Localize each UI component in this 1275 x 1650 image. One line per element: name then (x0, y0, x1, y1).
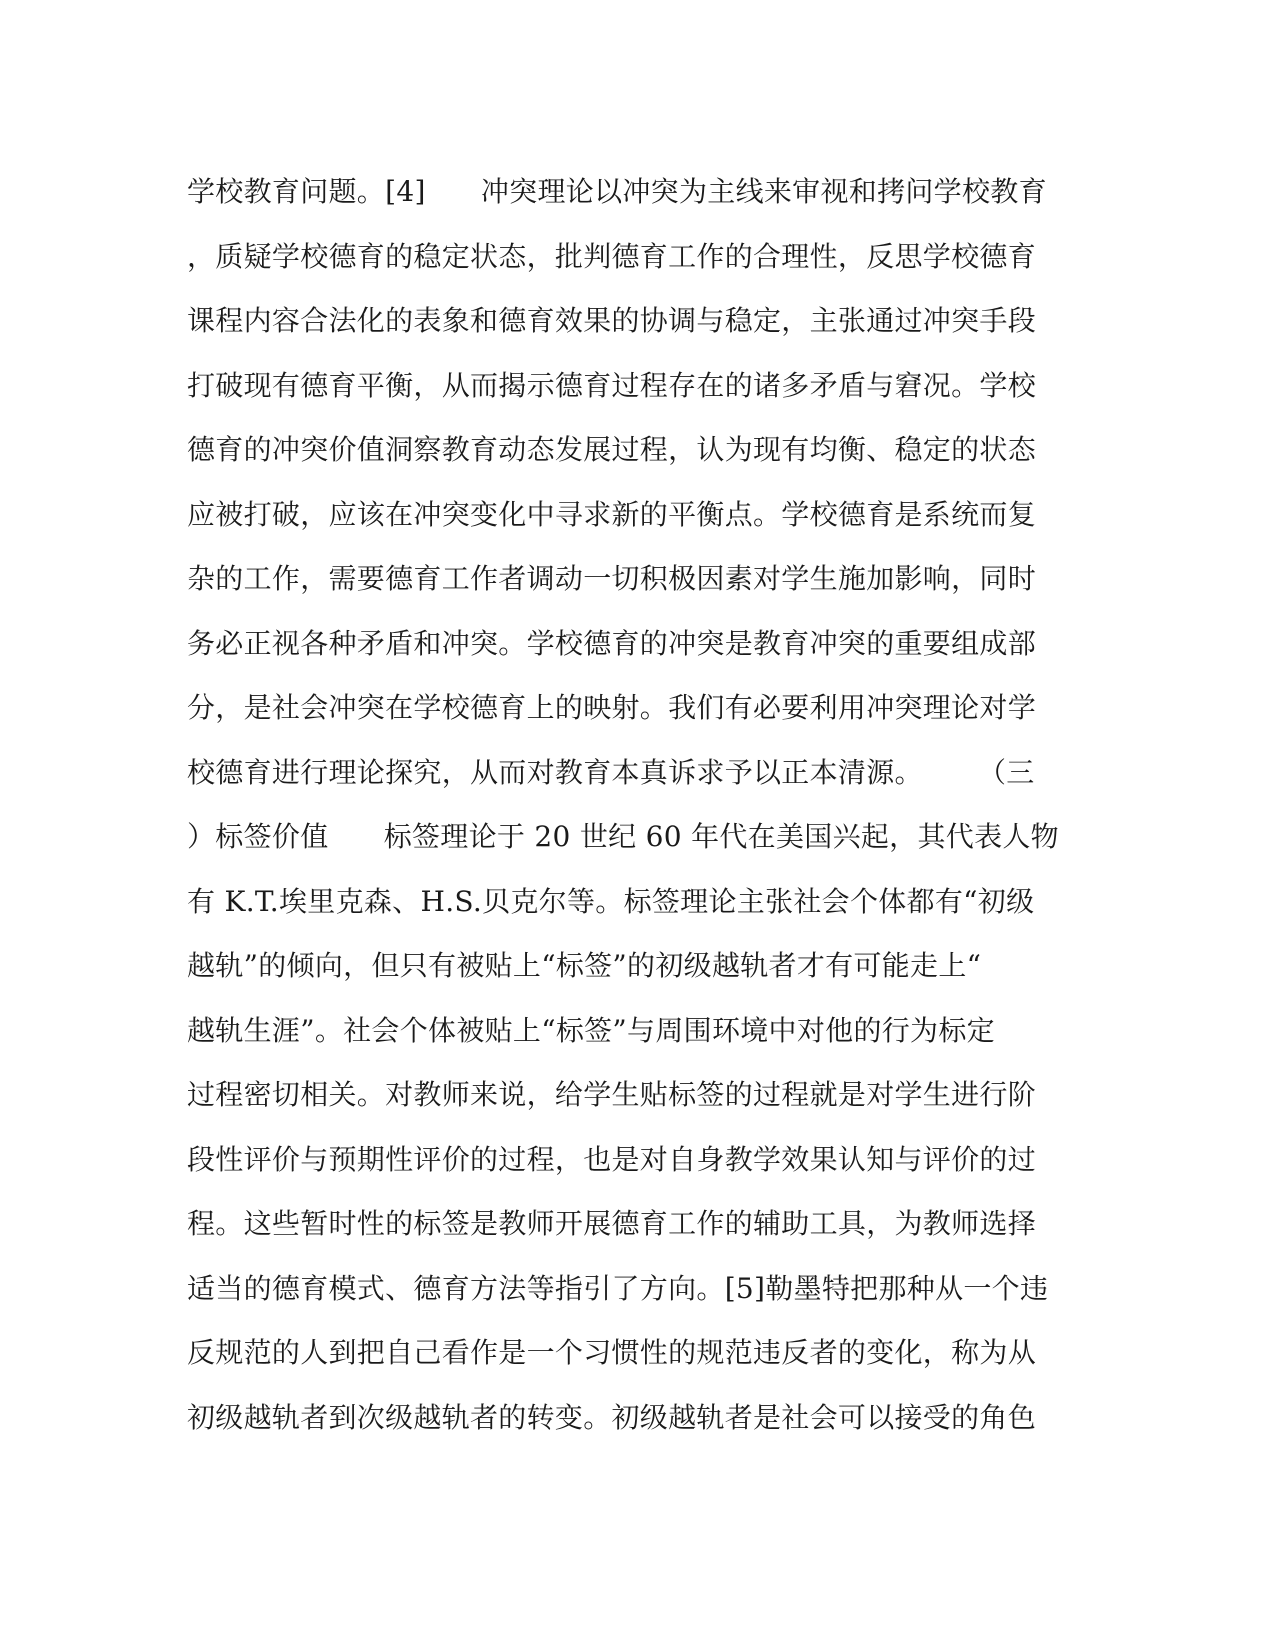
text-line: 打破现有德育平衡，从而揭示德育过程存在的诸多矛盾与窘况。学校 (187, 368, 1037, 402)
text-line: 过程密切相关。对教师来说，给学生贴标签的过程就是对学生进行阶 (187, 1078, 1037, 1111)
text-line: 越轨”的倾向，但只有被贴上“标签”的初级越轨者才有可能走上“ (187, 949, 982, 982)
text-line: 初级越轨者到次级越轨者的转变。初级越轨者是社会可以接受的角色 (187, 1400, 1037, 1434)
text-line: 德育的冲突价值洞察教育动态发展过程，认为现有均衡、稳定的状态 (187, 433, 1037, 466)
text-line: 适当的德育模式、德育方法等指引了方向。[5]勒墨特把那种从一个违 (187, 1271, 1049, 1305)
text-line: 校德育进行理论探究，从而对教育本真诉求予以正本清源。 （三 (187, 755, 1035, 789)
text-line: 应被打破，应该在冲突变化中寻求新的平衡点。学校德育是系统而复 (187, 497, 1037, 531)
text-line: 程。这些暂时性的标签是教师开展德育工作的辅助工具，为教师选择 (187, 1207, 1037, 1240)
body-text (187, 160, 1087, 1450)
text-line: 越轨生涯”。社会个体被贴上“标签”与周围环境中对他的行为标定 (187, 1013, 995, 1047)
text-line: 学校教育问题。[4] 冲突理论以冲突为主线来审视和拷问学校教育 (187, 175, 1047, 208)
text-line: 课程内容合法化的表象和德育效果的协调与稳定，主张通过冲突手段 (187, 304, 1037, 337)
text-line: 杂的工作，需要德育工作者调动一切积极因素对学生施加影响，同时 (187, 562, 1037, 595)
text-line: 务必正视各种矛盾和冲突。学校德育的冲突是教育冲突的重要组成部 (187, 626, 1037, 660)
text-line: ）标签价值 标签理论于 20 世纪 60 年代在美国兴起，其代表人物 (187, 820, 1059, 853)
text-line: 段性评价与预期性评价的过程，也是对自身教学效果认知与评价的过 (187, 1142, 1037, 1176)
text-line: 反规范的人到把自己看作是一个习惯性的规范违反者的变化，称为从 (187, 1336, 1037, 1369)
text-line: 分，是社会冲突在学校德育上的映射。我们有必要利用冲突理论对学 (187, 691, 1037, 724)
text-line: ，质疑学校德育的稳定状态，批判德育工作的合理性，反思学校德育 (187, 239, 1037, 273)
text-line: 有 K.T.埃里克森、H.S.贝克尔等。标签理论主张社会个体都有“初级 (187, 884, 1035, 918)
